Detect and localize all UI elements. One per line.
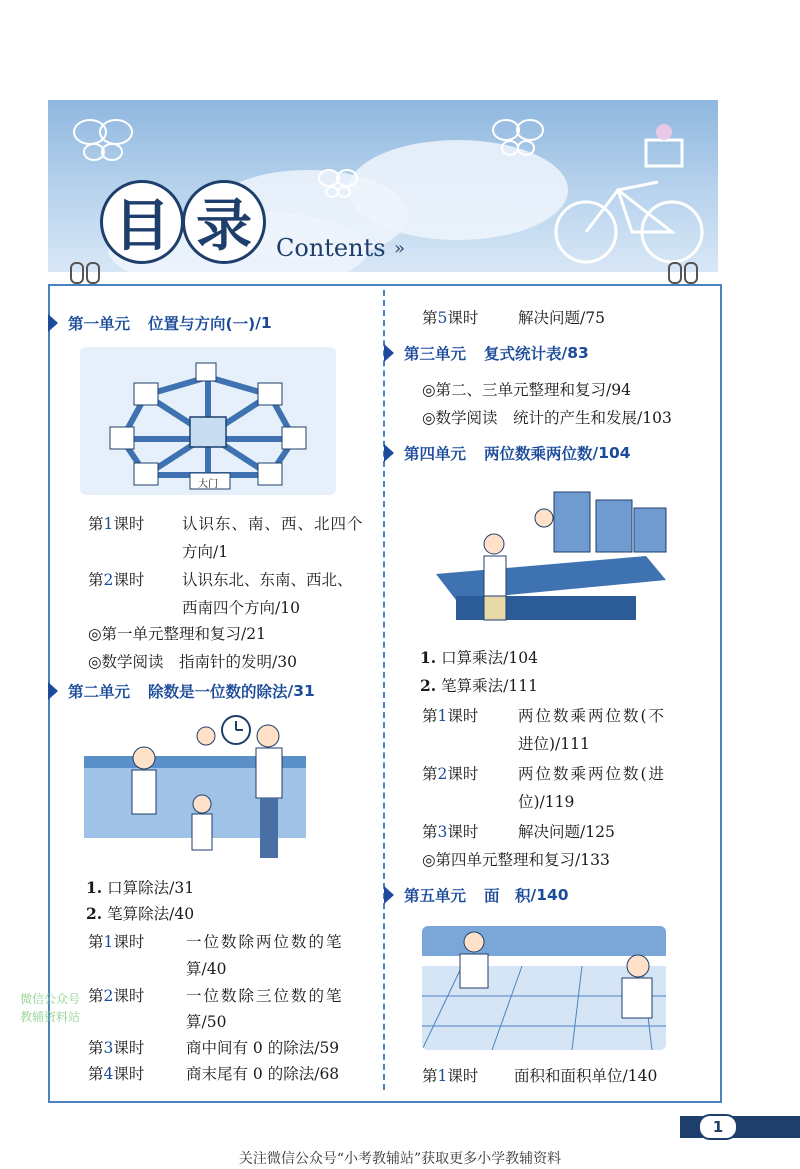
review-unit-4[interactable]: ◎第四单元整理和复习/133 — [422, 851, 610, 869]
unit-4-heading[interactable] — [384, 442, 631, 464]
lesson-label: 课时 — [113, 1065, 145, 1083]
lesson-label: 课时 — [447, 823, 479, 841]
unit-title: 两位数乘两位数 — [484, 445, 593, 463]
butterfly-icon — [488, 110, 548, 170]
unit-page: /140 — [530, 886, 569, 904]
chevron-right-icon — [384, 886, 394, 904]
lesson-5-1-title: 面积和面积单位/140 — [514, 1067, 658, 1085]
lesson-number: 2 — [103, 987, 114, 1005]
lesson-label: 课时 — [447, 309, 479, 327]
column-divider — [383, 290, 385, 1090]
unit-title: 复式统计表 — [484, 345, 562, 363]
lesson-2-5-title: 解决问题/75 — [518, 309, 605, 327]
lesson-label: 课时 — [113, 571, 145, 589]
lesson-prefix: 第 — [422, 765, 438, 783]
topic-text: 口算乘法/104 — [441, 649, 538, 667]
lesson-5-1[interactable] — [422, 1064, 478, 1086]
lesson-number: 5 — [437, 309, 448, 327]
bicycle-icon — [548, 120, 708, 270]
lesson-2-1[interactable] — [88, 930, 144, 952]
lesson-prefix: 第 — [422, 823, 438, 841]
lesson-1-1-title-cont: 方向/1 — [182, 543, 229, 561]
lesson-2-2[interactable] — [88, 984, 144, 1006]
unit-title: 除数是一位数的除法 — [148, 683, 288, 701]
lesson-label: 课时 — [113, 515, 145, 533]
lesson-2-1-title: 一位数除两位数的笔 — [186, 933, 344, 951]
lesson-2-3-title: 商中间有 0 的除法/59 — [186, 1039, 340, 1057]
lesson-number: 3 — [103, 1039, 114, 1057]
unit-name: 第一单元 — [68, 315, 131, 333]
unit-page: /31 — [287, 682, 315, 700]
lesson-number: 1 — [103, 933, 114, 951]
map-illustration — [80, 347, 336, 495]
lesson-label: 课时 — [113, 1039, 145, 1057]
lesson-label: 课时 — [113, 933, 145, 951]
watermark-line-1: 微信公众号 — [20, 992, 81, 1006]
unit-title: 位置与方向(一) — [148, 315, 256, 333]
unit-1-heading[interactable] — [48, 312, 272, 334]
topic-2-2[interactable] — [86, 902, 194, 924]
lesson-2-5[interactable] — [422, 306, 478, 328]
lesson-4-3[interactable] — [422, 820, 478, 842]
lesson-4-3-title: 解决问题/125 — [518, 823, 615, 841]
unit-5-floor-illustration — [422, 926, 666, 1050]
unit-4-store-illustration — [426, 484, 672, 624]
lesson-1-1-title: 认识东、南、西、北四个 — [182, 515, 364, 533]
topic-text: 口算除法/31 — [107, 879, 195, 897]
lesson-label: 课时 — [447, 765, 479, 783]
title-char-mu: 目 — [100, 180, 184, 264]
chevron-right-icon — [384, 444, 394, 462]
lesson-number: 2 — [437, 765, 448, 783]
lesson-prefix: 第 — [88, 1065, 104, 1083]
chevron-right-icon — [48, 314, 58, 332]
topic-number: 2. — [86, 904, 103, 923]
binder-ring — [668, 262, 682, 284]
lesson-1-1[interactable] — [88, 512, 144, 534]
topic-text: 笔算除法/40 — [107, 905, 195, 923]
chevron-right-icon — [384, 344, 394, 362]
butterfly-icon — [68, 110, 138, 170]
contents-word: Contents — [276, 234, 386, 262]
lesson-2-2-title-cont: 算/50 — [186, 1013, 227, 1031]
unit-title: 面 积 — [484, 887, 531, 905]
lesson-number: 1 — [103, 515, 114, 533]
topic-number: 1. — [420, 648, 437, 667]
unit-5-heading[interactable] — [384, 884, 569, 906]
unit-name: 第三单元 — [404, 345, 467, 363]
math-reading-unit-1[interactable]: ◎数学阅读 指南针的发明/30 — [88, 653, 297, 671]
chevron-right-icon — [48, 682, 58, 700]
unit-3-heading[interactable] — [384, 342, 589, 364]
lesson-1-2-title: 认识东北、东南、西北、 — [182, 571, 353, 589]
lesson-number: 1 — [437, 707, 448, 725]
lesson-4-1[interactable] — [422, 704, 478, 726]
unit-name: 第二单元 — [68, 683, 131, 701]
lesson-2-2-title: 一位数除三位数的笔 — [186, 987, 344, 1005]
unit-page: /104 — [592, 444, 631, 462]
lesson-prefix: 第 — [422, 707, 438, 725]
lesson-1-2[interactable] — [88, 568, 144, 590]
topic-2-1[interactable] — [86, 876, 194, 898]
lesson-label: 课时 — [447, 707, 479, 725]
topic-number: 1. — [86, 878, 103, 897]
page-number: 1 — [698, 1114, 738, 1140]
watermark-line-2: 教辅资料站 — [20, 1010, 81, 1024]
lesson-number: 3 — [437, 823, 448, 841]
lesson-2-4[interactable] — [88, 1062, 144, 1084]
lesson-number: 2 — [103, 571, 114, 589]
lesson-4-1-title: 两位数乘两位数(不 — [518, 707, 667, 725]
topic-4-1[interactable] — [420, 646, 538, 668]
review-unit-1[interactable]: ◎第一单元整理和复习/21 — [88, 625, 266, 643]
lesson-2-4-title: 商末尾有 0 的除法/68 — [186, 1065, 340, 1083]
store-illustration — [426, 484, 672, 624]
topic-text: 笔算乘法/111 — [441, 677, 538, 695]
lesson-4-2-title: 两位数乘两位数(进 — [518, 765, 667, 783]
topic-4-2[interactable] — [420, 674, 538, 696]
binder-ring — [684, 262, 698, 284]
lesson-prefix: 第 — [88, 515, 104, 533]
lesson-number: 4 — [103, 1065, 114, 1083]
bank-counter-illustration — [84, 712, 306, 864]
lesson-prefix: 第 — [88, 571, 104, 589]
butterfly-icon — [316, 164, 360, 204]
lesson-number: 1 — [437, 1067, 448, 1085]
unit-1-map-illustration — [80, 347, 336, 495]
lesson-prefix: 第 — [88, 933, 104, 951]
unit-2-heading[interactable] — [48, 680, 315, 702]
math-reading-unit-3[interactable]: ◎数学阅读 统计的产生和发展/103 — [422, 409, 672, 427]
unit-name: 第五单元 — [404, 887, 467, 905]
unit-name: 第四单元 — [404, 445, 467, 463]
review-unit-2-3[interactable]: ◎第二、三单元整理和复习/94 — [422, 381, 631, 399]
unit-page: /83 — [561, 344, 589, 362]
lesson-prefix: 第 — [422, 309, 438, 327]
topic-number: 2. — [420, 676, 437, 695]
floor-tiles-illustration — [422, 926, 666, 1050]
footer-notice: 关注微信公众号“小考教辅站”获取更多小学教辅资料 — [238, 1151, 562, 1167]
lesson-2-3[interactable] — [88, 1036, 144, 1058]
title-char-lu: 录 — [182, 180, 266, 264]
lesson-4-2-title-cont: 位)/119 — [518, 793, 575, 811]
lesson-2-1-title-cont: 算/40 — [186, 960, 227, 978]
binder-ring — [70, 262, 84, 284]
lesson-prefix: 第 — [88, 987, 104, 1005]
unit-page: /1 — [255, 314, 272, 332]
lesson-4-2[interactable] — [422, 762, 478, 784]
map-gate-label: 大门 — [198, 479, 218, 490]
lesson-label: 课时 — [447, 1067, 479, 1085]
unit-2-bank-illustration — [84, 712, 306, 864]
lesson-label: 课时 — [113, 987, 145, 1005]
binder-ring — [86, 262, 100, 284]
lesson-4-1-title-cont: 进位)/111 — [518, 735, 590, 753]
lesson-1-2-title-cont: 西南四个方向/10 — [182, 599, 300, 617]
lesson-prefix: 第 — [422, 1067, 438, 1085]
lesson-prefix: 第 — [88, 1039, 104, 1057]
contents-arrow: » — [394, 238, 406, 259]
